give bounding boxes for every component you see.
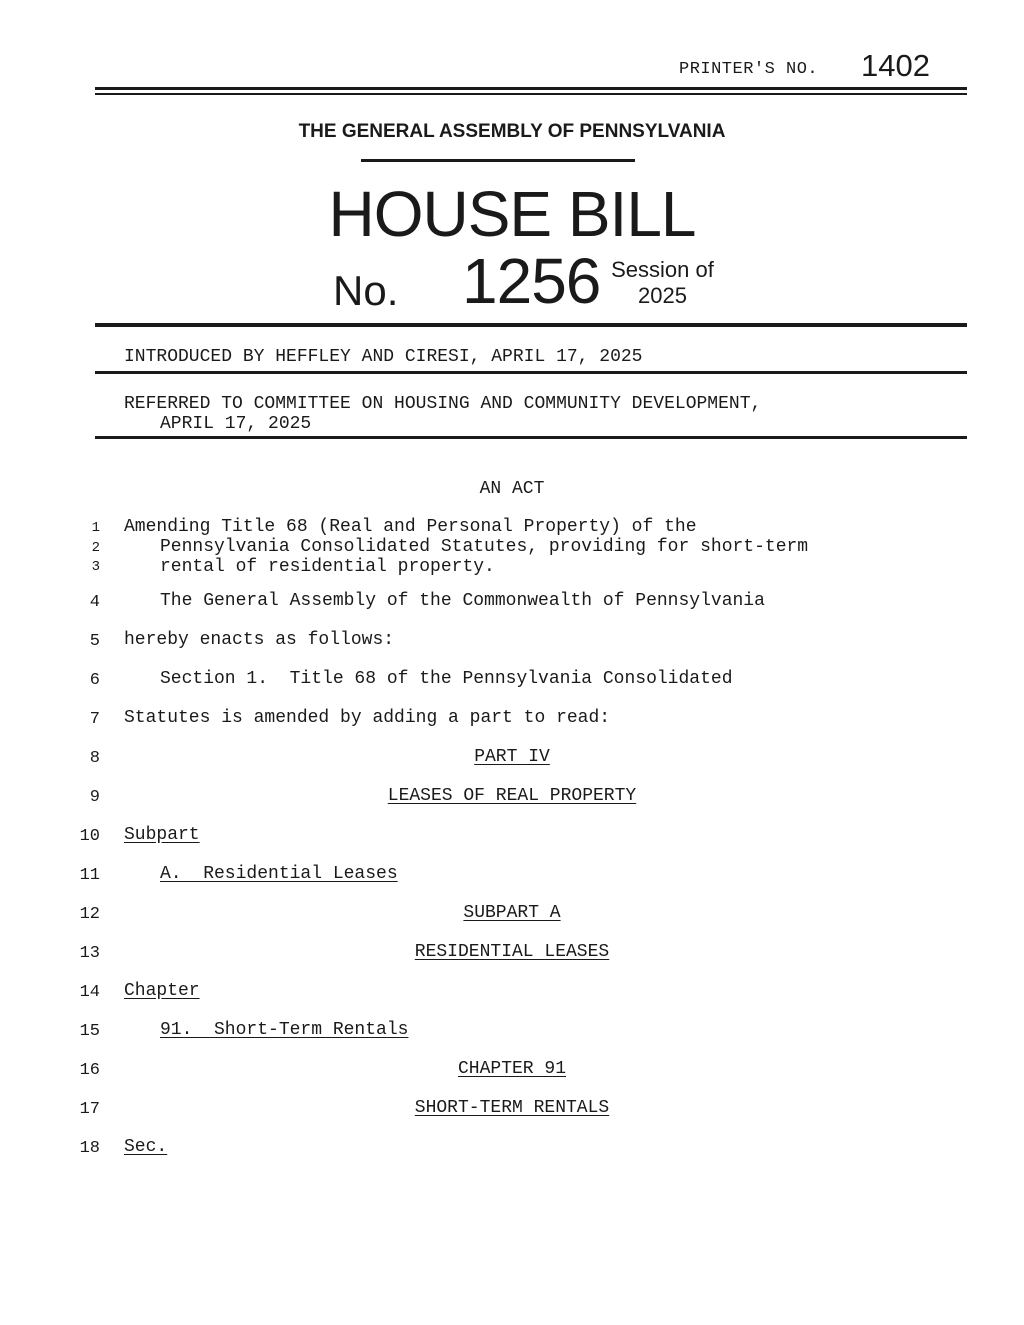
bill-line: hereby enacts as follows:: [124, 630, 395, 650]
bill-line: A. Residential Leases: [160, 864, 398, 884]
subpart-heading: SUBPART A: [463, 903, 561, 923]
line-number: 3: [91, 559, 100, 575]
general-assembly-heading: THE GENERAL ASSEMBLY OF PENNSYLVANIA: [298, 121, 726, 142]
bill-line: Statutes is amended by adding a part to read:: [124, 708, 611, 728]
part-title: LEASES OF REAL PROPERTY: [387, 786, 637, 806]
bill-line: The General Assembly of the Commonwealth of Pennsylvania: [160, 591, 765, 611]
line-number: 2: [91, 540, 100, 556]
bill-line: 91. Short-Term Rentals: [160, 1020, 409, 1040]
line-number: 16: [79, 1061, 100, 1080]
act-heading: AN ACT: [479, 479, 545, 499]
session-label: Session of: [611, 257, 714, 282]
bill-number: 1256: [462, 245, 601, 317]
title-rule: [95, 323, 967, 327]
bill-line: Subpart: [124, 825, 200, 845]
referred-rule: [95, 436, 967, 439]
line-number: 14: [79, 983, 100, 1002]
line-number: 15: [79, 1022, 100, 1041]
line-number: 17: [79, 1100, 100, 1119]
line-number: 12: [79, 905, 100, 924]
line-number: 9: [89, 788, 100, 807]
bill-number-label: No.: [333, 267, 399, 314]
line-number: 11: [79, 866, 100, 885]
line-number: 13: [79, 944, 100, 963]
line-number: 6: [89, 671, 100, 690]
printers-number-label: PRINTER'S NO.: [679, 60, 819, 79]
assembly-divider: [361, 159, 635, 162]
line-number: 7: [89, 710, 100, 729]
line-number: 8: [89, 749, 100, 768]
session-year: 2025: [638, 283, 687, 308]
document-type-title: HOUSE BILL: [328, 178, 696, 250]
referred-to-line-1: REFERRED TO COMMITTEE ON HOUSING AND COMMUNITY DEVELOPMENT,: [124, 394, 762, 414]
bill-line: rental of residential property.: [160, 557, 495, 577]
subpart-title: RESIDENTIAL LEASES: [414, 942, 610, 962]
printers-number: 1402: [861, 48, 930, 83]
line-number: 18: [79, 1139, 100, 1158]
part-heading: PART IV: [474, 747, 550, 767]
chapter-title: SHORT-TERM RENTALS: [414, 1098, 610, 1118]
bill-line: Chapter: [124, 981, 200, 1001]
line-number: 5: [89, 632, 100, 651]
line-number: 10: [79, 827, 100, 846]
introduced-rule: [95, 371, 967, 374]
header-rule-top: [95, 87, 967, 90]
bill-line: Amending Title 68 (Real and Personal Property) of the: [124, 517, 697, 537]
bill-line: Section 1. Title 68 of the Pennsylvania Consolidated: [160, 669, 733, 689]
introduced-by: INTRODUCED BY HEFFLEY AND CIRESI, APRIL 17, 2025: [124, 347, 643, 367]
line-number: 4: [89, 593, 100, 612]
header-rule-bottom: [95, 93, 967, 95]
session-block: [600, 257, 725, 309]
chapter-heading: CHAPTER 91: [457, 1059, 567, 1079]
referred-to-line-2: APRIL 17, 2025: [160, 414, 312, 434]
bill-line: Sec.: [124, 1137, 168, 1157]
bill-line: Pennsylvania Consolidated Statutes, providing for short-term: [160, 537, 809, 557]
line-number: 1: [91, 520, 100, 536]
